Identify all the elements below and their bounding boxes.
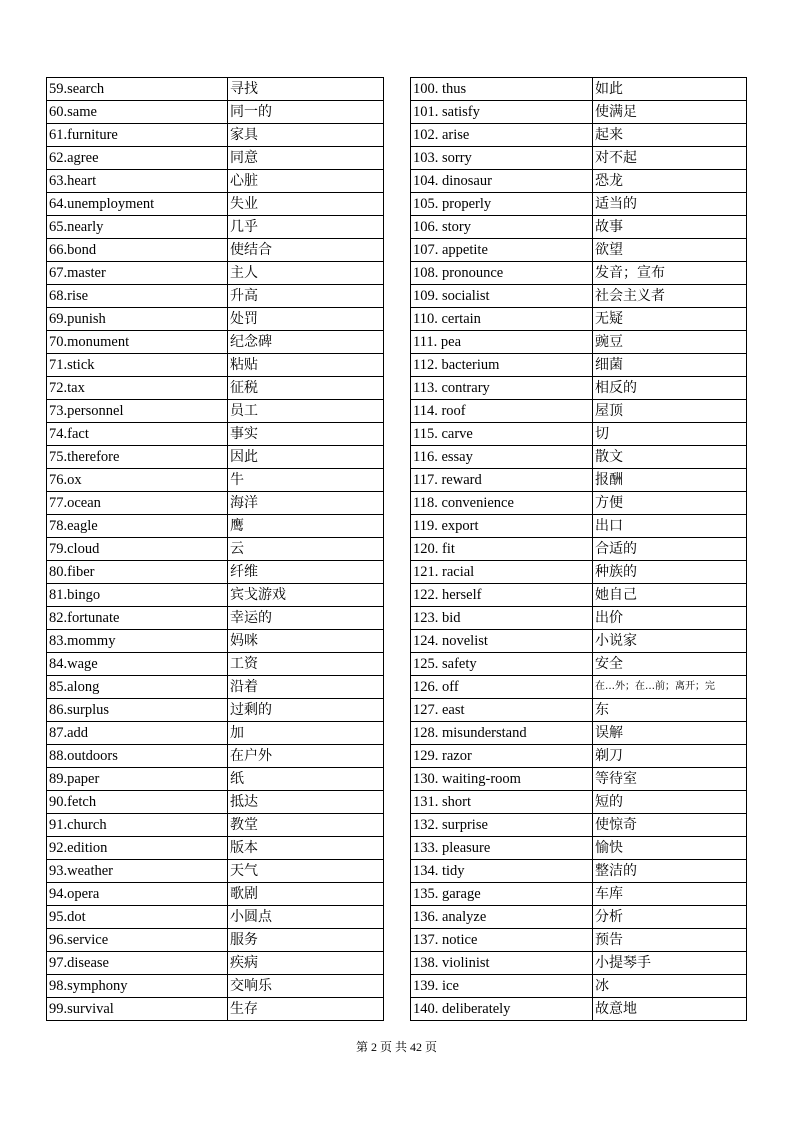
vocab-row	[47, 952, 384, 975]
vocab-english: 85.along	[47, 676, 228, 699]
vocab-english: 78.eagle	[47, 515, 228, 538]
vocab-chinese: 海洋	[228, 492, 384, 515]
vocab-english: 73.personnel	[47, 400, 228, 423]
vocab-row	[47, 791, 384, 814]
vocab-chinese: 抵达	[228, 791, 384, 814]
vocab-english: 70.monument	[47, 331, 228, 354]
vocab-english: 82.fortunate	[47, 607, 228, 630]
vocab-row	[47, 101, 384, 124]
vocab-row	[47, 331, 384, 354]
vocab-english: 131. short	[411, 791, 593, 814]
vocab-english: 83.mommy	[47, 630, 228, 653]
vocab-row	[411, 285, 747, 308]
vocab-row	[411, 308, 747, 331]
vocab-english: 69.punish	[47, 308, 228, 331]
vocab-row	[47, 492, 384, 515]
vocab-row	[411, 860, 747, 883]
vocab-english: 132. surprise	[411, 814, 593, 837]
vocab-chinese: 小圆点	[228, 906, 384, 929]
vocab-chinese: 升高	[228, 285, 384, 308]
vocab-row	[411, 377, 747, 400]
vocab-chinese: 员工	[228, 400, 384, 423]
vocab-english: 130. waiting-room	[411, 768, 593, 791]
vocab-chinese: 安全	[593, 653, 747, 676]
vocab-chinese: 东	[593, 699, 747, 722]
vocab-row	[47, 216, 384, 239]
vocab-english: 99.survival	[47, 998, 228, 1021]
vocab-chinese: 纤维	[228, 561, 384, 584]
vocab-english: 106. story	[411, 216, 593, 239]
vocab-row	[47, 354, 384, 377]
vocab-row	[47, 630, 384, 653]
vocab-english: 84.wage	[47, 653, 228, 676]
vocab-english: 115. carve	[411, 423, 593, 446]
vocab-english: 98.symphony	[47, 975, 228, 998]
vocab-row	[411, 423, 747, 446]
vocab-english: 68.rise	[47, 285, 228, 308]
vocab-english: 103. sorry	[411, 147, 593, 170]
vocab-english: 128. misunderstand	[411, 722, 593, 745]
vocab-chinese: 豌豆	[593, 331, 747, 354]
vocab-english: 129. razor	[411, 745, 593, 768]
vocab-row	[47, 515, 384, 538]
vocab-chinese: 幸运的	[228, 607, 384, 630]
vocab-chinese: 分析	[593, 906, 747, 929]
vocab-table-left	[46, 77, 384, 1021]
vocab-english: 101. satisfy	[411, 101, 593, 124]
vocab-english: 91.church	[47, 814, 228, 837]
vocab-chinese: 等待室	[593, 768, 747, 791]
vocab-row	[411, 883, 747, 906]
vocab-row	[411, 193, 747, 216]
vocab-english: 86.surplus	[47, 699, 228, 722]
vocab-row	[411, 331, 747, 354]
vocab-row	[411, 791, 747, 814]
vocab-english: 118. convenience	[411, 492, 593, 515]
vocab-row	[47, 124, 384, 147]
vocab-chinese: 粘贴	[228, 354, 384, 377]
vocab-english: 60.same	[47, 101, 228, 124]
vocab-english: 107. appetite	[411, 239, 593, 262]
vocab-row	[47, 653, 384, 676]
vocab-english: 124. novelist	[411, 630, 593, 653]
vocab-row	[411, 699, 747, 722]
vocab-row	[411, 929, 747, 952]
vocab-row	[47, 193, 384, 216]
vocab-row	[47, 239, 384, 262]
vocab-row	[47, 998, 384, 1021]
vocab-row	[411, 354, 747, 377]
vocab-row	[411, 147, 747, 170]
vocab-row	[47, 699, 384, 722]
vocab-english: 75.therefore	[47, 446, 228, 469]
vocab-chinese: 发音；宣布	[593, 262, 747, 285]
vocab-row	[411, 653, 747, 676]
vocab-table-right	[410, 77, 747, 1021]
vocab-row	[47, 929, 384, 952]
vocab-english: 117. reward	[411, 469, 593, 492]
vocab-english: 77.ocean	[47, 492, 228, 515]
vocab-english: 111. pea	[411, 331, 593, 354]
vocab-chinese: 出口	[593, 515, 747, 538]
vocab-chinese: 车库	[593, 883, 747, 906]
vocab-english: 102. arise	[411, 124, 593, 147]
vocab-chinese: 整洁的	[593, 860, 747, 883]
vocab-chinese: 使结合	[228, 239, 384, 262]
vocab-row	[47, 423, 384, 446]
vocab-english: 126. off	[411, 676, 593, 699]
vocab-chinese: 寻找	[228, 78, 384, 101]
vocab-english: 66.bond	[47, 239, 228, 262]
vocab-english: 89.paper	[47, 768, 228, 791]
vocab-chinese: 过剩的	[228, 699, 384, 722]
vocab-english: 104. dinosaur	[411, 170, 593, 193]
vocab-row	[411, 676, 747, 699]
vocab-english: 105. properly	[411, 193, 593, 216]
vocab-row	[411, 837, 747, 860]
vocab-chinese: 无疑	[593, 308, 747, 331]
vocab-english: 112. bacterium	[411, 354, 593, 377]
vocab-chinese: 适当的	[593, 193, 747, 216]
vocab-english: 94.opera	[47, 883, 228, 906]
vocab-chinese: 疾病	[228, 952, 384, 975]
vocab-chinese: 家具	[228, 124, 384, 147]
vocab-chinese: 同意	[228, 147, 384, 170]
vocab-english: 92.edition	[47, 837, 228, 860]
vocab-chinese: 因此	[228, 446, 384, 469]
vocab-row	[47, 561, 384, 584]
vocab-row	[411, 745, 747, 768]
vocab-chinese: 纸	[228, 768, 384, 791]
vocab-chinese: 冰	[593, 975, 747, 998]
vocab-english: 72.tax	[47, 377, 228, 400]
vocab-chinese: 小提琴手	[593, 952, 747, 975]
vocab-row	[47, 676, 384, 699]
vocab-english: 121. racial	[411, 561, 593, 584]
vocab-row	[47, 722, 384, 745]
vocab-english: 134. tidy	[411, 860, 593, 883]
vocab-chinese: 相反的	[593, 377, 747, 400]
vocab-table-left-body	[47, 78, 384, 1021]
vocab-english: 109. socialist	[411, 285, 593, 308]
vocab-chinese: 纪念碑	[228, 331, 384, 354]
vocab-chinese: 服务	[228, 929, 384, 952]
vocab-row	[411, 607, 747, 630]
vocab-chinese: 短的	[593, 791, 747, 814]
vocab-english: 120. fit	[411, 538, 593, 561]
vocab-chinese: 交响乐	[228, 975, 384, 998]
vocab-row	[47, 285, 384, 308]
vocab-english: 71.stick	[47, 354, 228, 377]
vocab-row	[411, 630, 747, 653]
vocab-row	[47, 446, 384, 469]
vocab-row	[47, 860, 384, 883]
vocab-row	[47, 906, 384, 929]
vocab-chinese: 在…外；在…前；离开；完	[593, 676, 747, 699]
vocab-english: 81.bingo	[47, 584, 228, 607]
vocab-english: 96.service	[47, 929, 228, 952]
vocab-row	[411, 538, 747, 561]
vocab-chinese: 牛	[228, 469, 384, 492]
vocab-row	[47, 975, 384, 998]
vocab-english: 123. bid	[411, 607, 593, 630]
vocab-row	[47, 308, 384, 331]
vocab-chinese: 同一的	[228, 101, 384, 124]
vocab-chinese: 教堂	[228, 814, 384, 837]
vocab-row	[47, 584, 384, 607]
vocab-english: 80.fiber	[47, 561, 228, 584]
vocab-chinese: 对不起	[593, 147, 747, 170]
vocab-row	[411, 124, 747, 147]
vocab-chinese: 故事	[593, 216, 747, 239]
vocab-english: 138. violinist	[411, 952, 593, 975]
vocab-english: 140. deliberately	[411, 998, 593, 1021]
vocab-english: 62.agree	[47, 147, 228, 170]
vocab-chinese: 生存	[228, 998, 384, 1021]
vocab-row	[411, 515, 747, 538]
vocab-row	[411, 78, 747, 101]
vocab-row	[411, 561, 747, 584]
vocab-english: 95.dot	[47, 906, 228, 929]
vocab-chinese: 她自己	[593, 584, 747, 607]
vocab-english: 139. ice	[411, 975, 593, 998]
vocab-chinese: 版本	[228, 837, 384, 860]
vocab-english: 67.master	[47, 262, 228, 285]
vocab-english: 100. thus	[411, 78, 593, 101]
vocab-row	[47, 262, 384, 285]
vocab-table-right-body	[411, 78, 747, 1021]
vocab-chinese: 剃刀	[593, 745, 747, 768]
vocab-row	[47, 78, 384, 101]
vocab-row	[47, 745, 384, 768]
vocab-english: 119. export	[411, 515, 593, 538]
vocab-chinese: 天气	[228, 860, 384, 883]
vocab-row	[47, 837, 384, 860]
vocab-chinese: 在户外	[228, 745, 384, 768]
vocab-chinese: 散文	[593, 446, 747, 469]
vocab-chinese: 主人	[228, 262, 384, 285]
vocab-english: 64.unemployment	[47, 193, 228, 216]
vocab-chinese: 出价	[593, 607, 747, 630]
vocab-chinese: 误解	[593, 722, 747, 745]
vocab-row	[47, 768, 384, 791]
vocab-row	[47, 607, 384, 630]
vocab-english: 133. pleasure	[411, 837, 593, 860]
vocab-row	[47, 469, 384, 492]
vocab-row	[411, 469, 747, 492]
vocab-english: 63.heart	[47, 170, 228, 193]
vocab-row	[411, 998, 747, 1021]
vocab-chinese: 失业	[228, 193, 384, 216]
vocab-row	[47, 883, 384, 906]
vocab-chinese: 几乎	[228, 216, 384, 239]
vocab-chinese: 报酬	[593, 469, 747, 492]
vocab-chinese: 方便	[593, 492, 747, 515]
vocab-english: 110. certain	[411, 308, 593, 331]
vocab-english: 76.ox	[47, 469, 228, 492]
vocab-row	[411, 262, 747, 285]
vocab-english: 93.weather	[47, 860, 228, 883]
vocab-row	[411, 492, 747, 515]
vocab-row	[411, 101, 747, 124]
vocab-chinese: 种族的	[593, 561, 747, 584]
vocab-chinese: 起来	[593, 124, 747, 147]
vocab-chinese: 歌剧	[228, 883, 384, 906]
vocab-chinese: 鹰	[228, 515, 384, 538]
vocab-row	[47, 377, 384, 400]
vocab-english: 74.fact	[47, 423, 228, 446]
vocab-row	[411, 400, 747, 423]
vocab-english: 127. east	[411, 699, 593, 722]
vocab-chinese: 征税	[228, 377, 384, 400]
vocab-row	[47, 400, 384, 423]
vocab-english: 65.nearly	[47, 216, 228, 239]
vocab-english: 116. essay	[411, 446, 593, 469]
vocab-row	[411, 584, 747, 607]
vocab-english: 137. notice	[411, 929, 593, 952]
vocab-chinese: 屋顶	[593, 400, 747, 423]
vocab-chinese: 如此	[593, 78, 747, 101]
vocab-chinese: 欲望	[593, 239, 747, 262]
vocab-english: 61.furniture	[47, 124, 228, 147]
vocab-chinese: 加	[228, 722, 384, 745]
vocab-chinese: 心脏	[228, 170, 384, 193]
vocab-chinese: 合适的	[593, 538, 747, 561]
vocab-english: 88.outdoors	[47, 745, 228, 768]
vocab-chinese: 切	[593, 423, 747, 446]
vocab-row	[47, 170, 384, 193]
vocab-english: 114. roof	[411, 400, 593, 423]
vocab-row	[47, 147, 384, 170]
vocab-chinese: 故意地	[593, 998, 747, 1021]
vocab-english: 135. garage	[411, 883, 593, 906]
vocab-chinese: 处罚	[228, 308, 384, 331]
vocab-row	[411, 952, 747, 975]
vocab-chinese: 云	[228, 538, 384, 561]
vocab-row	[411, 722, 747, 745]
vocab-chinese: 使惊奇	[593, 814, 747, 837]
vocab-row	[411, 170, 747, 193]
vocab-chinese: 恐龙	[593, 170, 747, 193]
vocab-row	[411, 216, 747, 239]
vocab-english: 59.search	[47, 78, 228, 101]
vocab-chinese: 事实	[228, 423, 384, 446]
vocab-english: 122. herself	[411, 584, 593, 607]
vocab-chinese: 社会主义者	[593, 285, 747, 308]
vocab-english: 97.disease	[47, 952, 228, 975]
vocab-chinese: 预告	[593, 929, 747, 952]
page-footer: 第 2 页 共 42 页	[355, 1040, 437, 1054]
vocab-english: 108. pronounce	[411, 262, 593, 285]
vocab-english: 125. safety	[411, 653, 593, 676]
vocab-row	[411, 975, 747, 998]
vocab-english: 136. analyze	[411, 906, 593, 929]
vocab-english: 87.add	[47, 722, 228, 745]
vocab-row	[411, 906, 747, 929]
vocab-chinese: 工资	[228, 653, 384, 676]
vocab-row	[47, 538, 384, 561]
vocab-chinese: 愉快	[593, 837, 747, 860]
vocab-chinese: 使满足	[593, 101, 747, 124]
vocab-chinese: 细菌	[593, 354, 747, 377]
vocab-row	[411, 239, 747, 262]
vocab-chinese: 沿着	[228, 676, 384, 699]
vocab-row	[411, 768, 747, 791]
vocab-english: 90.fetch	[47, 791, 228, 814]
vocab-english: 79.cloud	[47, 538, 228, 561]
vocab-chinese: 宾戈游戏	[228, 584, 384, 607]
vocab-english: 113. contrary	[411, 377, 593, 400]
vocab-row	[411, 814, 747, 837]
vocab-row	[47, 814, 384, 837]
vocab-chinese: 小说家	[593, 630, 747, 653]
vocab-row	[411, 446, 747, 469]
vocab-chinese: 妈咪	[228, 630, 384, 653]
